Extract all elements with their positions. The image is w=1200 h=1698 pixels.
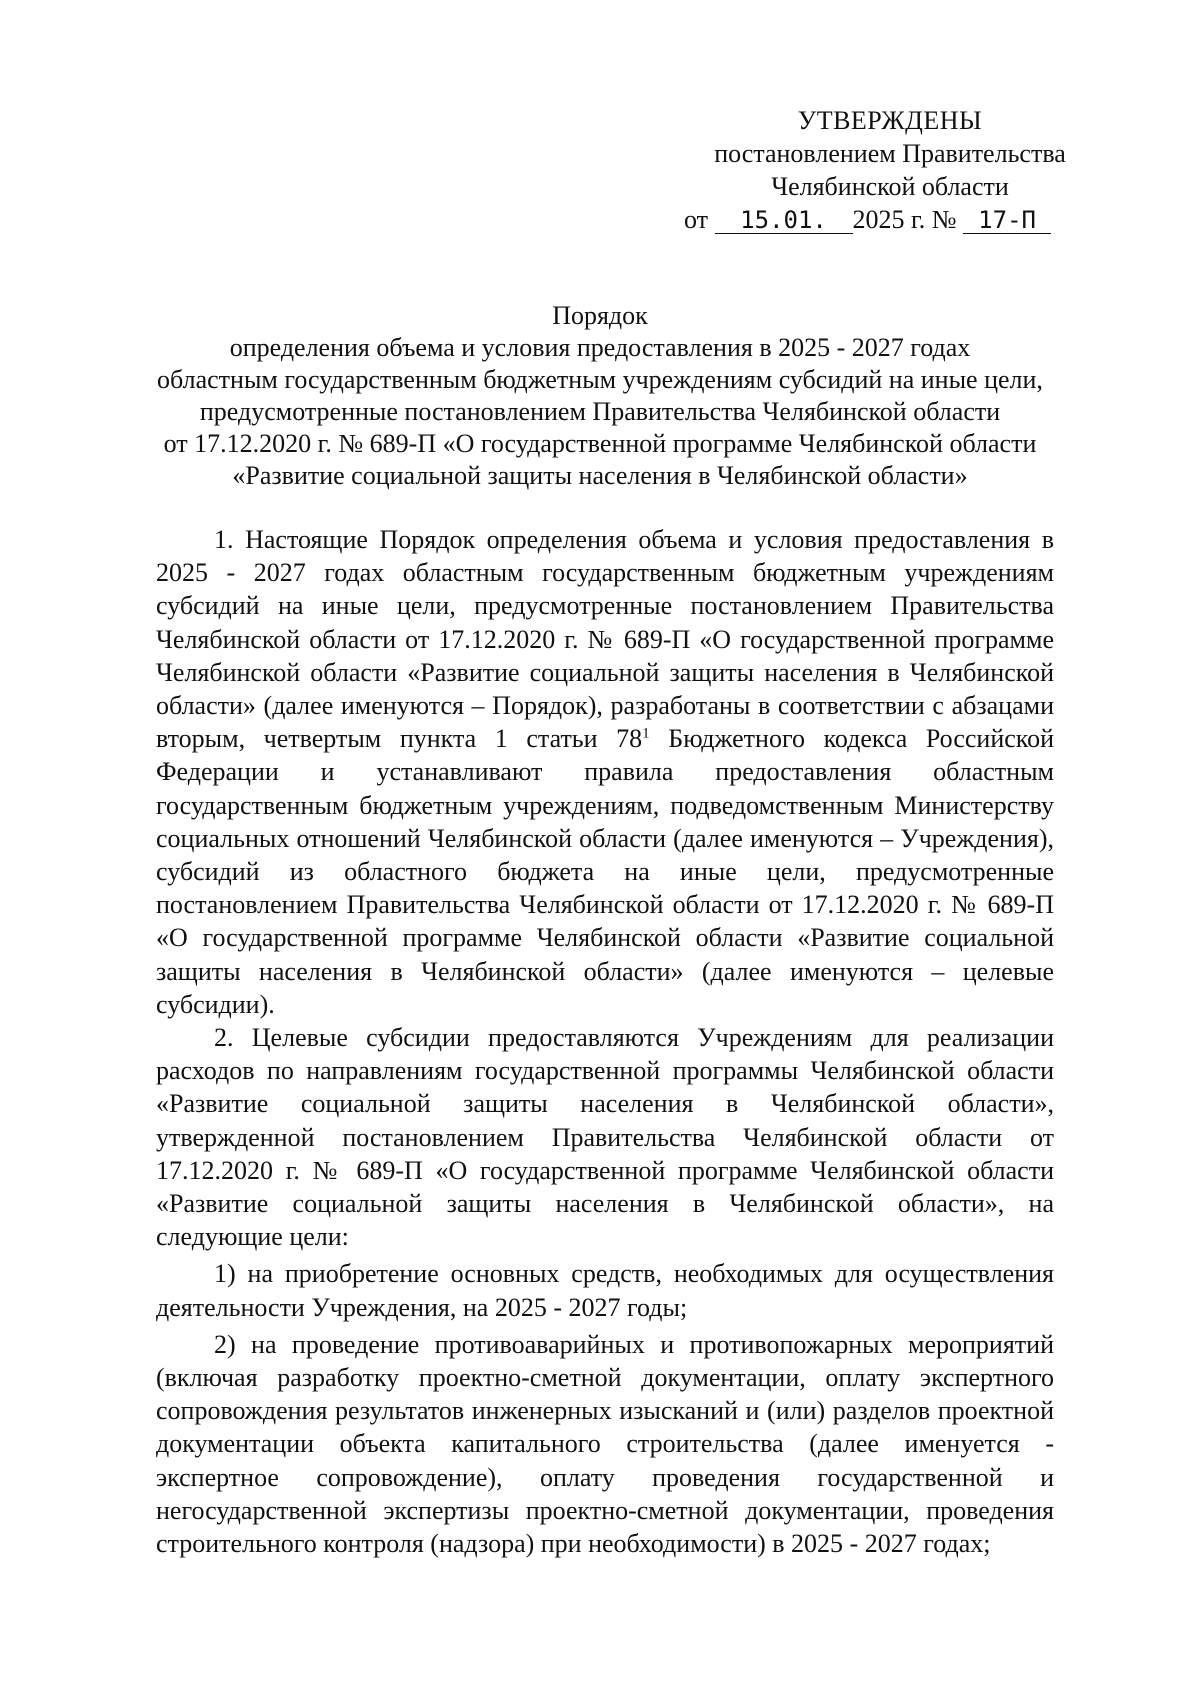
paragraph-2: 2. Целевые субсидии предоставляются Учреждениям для реализации расходов по направлениям государственной программы Челябинской области «Развитие социальной защиты населения в Челябинской области», утвержденной постановлением Правительства Челябинской области от 17.12.2020 г. № 689-П «О государственной программе Челябинской области «Развитие социальной защиты населения в Челябинской области», на следующие цели: xyxy=(156,1023,1054,1252)
paragraph-1 xyxy=(156,523,1054,1021)
paragraph-1-text-b: Бюджетного кодекса Российской Федерации и устанавливают правила предоставления областным государственным бюджетным учреждениям, подведомственным Министерству социальных отношений Челябинской области (далее именуются – Учреждения), субсидий из областного бюджета на иные цели, предусмотренные постановлением Правительства Челябинской области от 17.12.2020 г. № 689-П «О государственной программе Челябинской области «Развитие социальной защиты населения в Челябинской области» (далее именуются – целевые субсидии). xyxy=(156,724,1055,1019)
article-superscript: 1 xyxy=(642,725,650,742)
heading-line: от 17.12.2020 г. № 689-П «О государственной программе Челябинской области xyxy=(163,429,1037,458)
approval-line-1: постановлением Правительства xyxy=(714,139,1066,168)
approval-number-field: 17-П xyxy=(963,207,1051,234)
heading-line: предусмотренные постановлением Правительства Челябинской области xyxy=(199,397,1001,426)
approval-reference-line xyxy=(684,203,1090,236)
list-item-2: 2) на проведение противоаварийных и противопожарных мероприятий (включая разработку проектно-сметной документации, оплату экспертного сопровождения результатов инженерных изысканий и (или) разделов проектной документации объекта капитального строительства (далее именуется - экспертное сопровождение), оплату проведения государственной и негосударственной экспертизы проектно-сметной документации, проведения строительного контроля (надзора) при необходимости) в 2025 - 2027 годах; xyxy=(156,1329,1054,1559)
approval-date-field: 15.01. xyxy=(715,207,853,234)
approval-block xyxy=(684,104,1090,236)
paragraph-1-text-a: 1. Настоящие Порядок определения объема и условия предоставления в 2025 - 2027 годах областным государственным бюджетным учреждениям субсидий на иные цели, предусмотренные постановлением Правительства Челябинской области от 17.12.2020 г. № 689-П «О государственной программе Челябинской области «Развитие социальной защиты населения в Челябинской области» (далее именуются – Порядок), разработаны в соответствии с абзацами вторым, четвертым пункта 1 статьи 78 xyxy=(156,525,1054,754)
heading-line: областным государственным бюджетным учреждениям субсидий на иные цели, xyxy=(157,365,1043,394)
document-body xyxy=(156,523,1054,1560)
approval-prefix: от xyxy=(684,205,709,234)
heading-line: определения объема и условия предоставления в 2025 - 2027 годах xyxy=(229,333,971,362)
approval-title: УТВЕРЖДЕНЫ xyxy=(797,106,983,135)
document-title: Порядок xyxy=(552,301,648,330)
approval-line-2: Челябинской области xyxy=(771,172,1009,201)
heading-line: «Развитие социальной защиты населения в Челябинской области» xyxy=(232,461,968,490)
document-heading xyxy=(120,300,1080,492)
list-item-1: 1) на приобретение основных средств, необходимых для осуществления деятельности Учреждения, на 2025 - 2027 годы; xyxy=(156,1259,1054,1322)
approval-year-text: 2025 г. № xyxy=(852,205,957,234)
